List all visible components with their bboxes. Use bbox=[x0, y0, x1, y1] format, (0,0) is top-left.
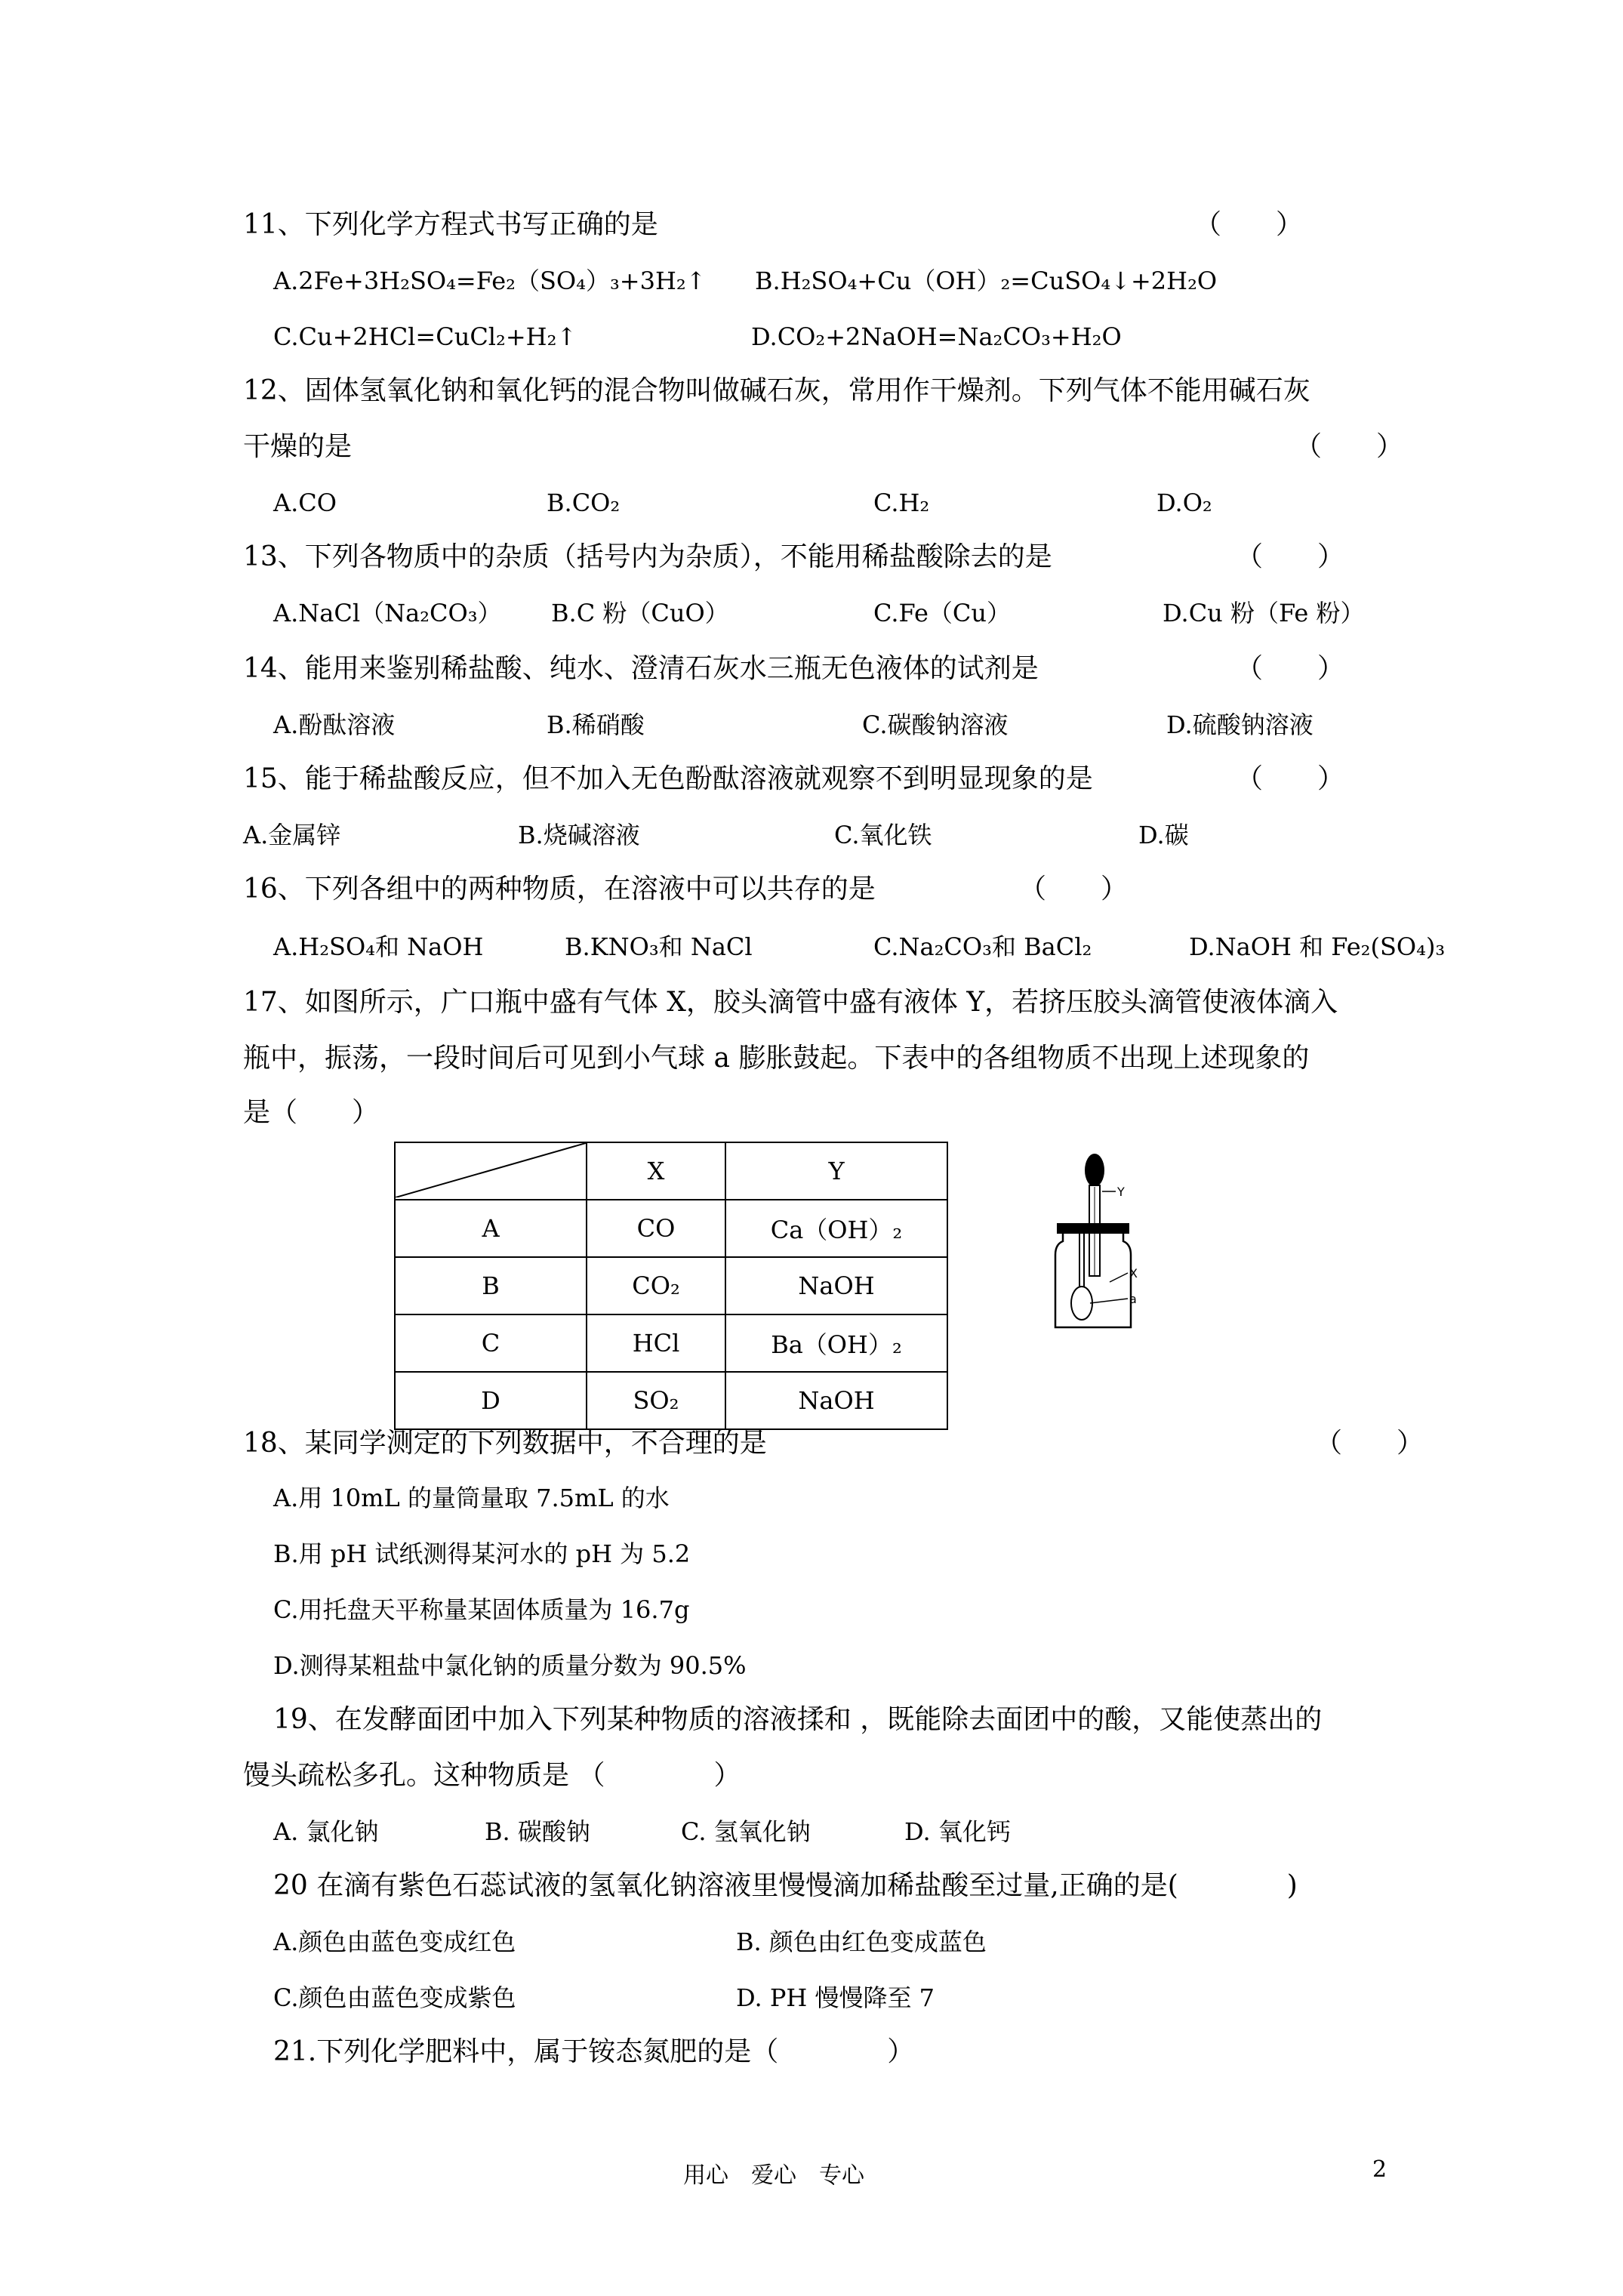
q16-stem: 16、下列各组中的两种物质，在溶液中可以共存的是 bbox=[243, 874, 876, 905]
table-header-x: X bbox=[587, 1142, 725, 1200]
table-cell: C bbox=[395, 1314, 587, 1372]
q18-option-c: C.用托盘天平称量某固体质量为 16.7g bbox=[273, 1595, 690, 1624]
q19-stem-cont: 馒头疏松多孔。这种物质是 （ ） bbox=[243, 1760, 741, 1791]
q13-answer-paren: （ ） bbox=[1236, 541, 1345, 572]
q11-option-c: C.Cu+2HCl=CuCl₂+H₂↑ bbox=[273, 322, 577, 351]
q16-option-a: A.H₂SO₄和 NaOH bbox=[273, 932, 484, 961]
table-cell: HCl bbox=[587, 1314, 725, 1372]
q19-stem: 19、在发酵面团中加入下列某种物质的溶液揉和 ，既能除去面团中的酸，又能使蒸出的 bbox=[273, 1704, 1323, 1735]
q14-stem: 14、能用来鉴别稀盐酸、纯水、澄清石灰水三瓶无色液体的试剂是 bbox=[243, 653, 1039, 684]
q19-option-a: A. 氯化钠 bbox=[273, 1817, 379, 1846]
q18-stem: 18、某同学测定的下列数据中，不合理的是 bbox=[243, 1428, 767, 1459]
q21-stem: 21.下列化学肥料中，属于铵态氮肥的是（ ） bbox=[273, 2036, 915, 2067]
q15-option-a: A.金属锌 bbox=[243, 821, 341, 849]
q16-option-d: D.NaOH 和 Fe₂(SO₄)₃ bbox=[1189, 932, 1446, 961]
q18-option-b: B.用 pH 试纸测得某河水的 pH 为 5.2 bbox=[273, 1539, 691, 1568]
table-header-row bbox=[395, 1142, 947, 1200]
table-row bbox=[395, 1257, 947, 1314]
q13-option-c: C.Fe（Cu） bbox=[873, 599, 1012, 627]
q13-option-d: D.Cu 粉（Fe 粉） bbox=[1163, 599, 1365, 627]
q20-option-a: A.颜色由蓝色变成红色 bbox=[273, 1928, 516, 1956]
table-cell: Ca（OH）₂ bbox=[725, 1200, 947, 1257]
diagram-label-y: Y bbox=[1117, 1185, 1125, 1199]
table-cell: CO₂ bbox=[587, 1257, 725, 1314]
q12-answer-paren: （ ） bbox=[1295, 431, 1404, 462]
q12-option-a: A.CO bbox=[273, 488, 337, 517]
q20-stem: 20 在滴有紫色石蕊试液的氢氧化钠溶液里慢慢滴加稀盐酸至过量,正确的是( ) bbox=[273, 1870, 1298, 1901]
q11-option-b: B.H₂SO₄+Cu（OH）₂=CuSO₄↓+2H₂O bbox=[755, 267, 1218, 295]
q18-option-a: A.用 10mL 的量筒量取 7.5mL 的水 bbox=[273, 1484, 670, 1512]
q18-answer-paren: （ ） bbox=[1315, 1428, 1424, 1459]
q20-option-d: D. PH 慢慢降至 7 bbox=[736, 1983, 935, 2012]
q14-option-a: A.酚酞溶液 bbox=[273, 710, 396, 739]
q11-answer-paren: （ ） bbox=[1194, 209, 1304, 240]
q14-answer-paren: （ ） bbox=[1236, 653, 1345, 684]
page-footer-motto: 用心 爱心 专心 bbox=[683, 2162, 864, 2189]
q15-option-d: D.碳 bbox=[1138, 821, 1189, 849]
table-row bbox=[395, 1314, 947, 1372]
q12-stem-cont: 干燥的是 bbox=[243, 431, 353, 462]
page-number: 2 bbox=[1372, 2156, 1387, 2183]
q14-option-c: C.碳酸钠溶液 bbox=[862, 710, 1009, 739]
q16-option-b: B.KNO₃和 NaCl bbox=[565, 932, 753, 961]
q17-stem-cont: 瓶中，振荡，一段时间后可见到小气球 a 膨胀鼓起。下表中的各组物质不出现上述现象的 bbox=[243, 1043, 1310, 1074]
q19-option-c: C. 氢氧化钠 bbox=[681, 1817, 811, 1846]
q17-stem: 17、如图所示，广口瓶中盛有气体 X，胶头滴管中盛有液体 Y，若挤压胶头滴管使液体滴入 bbox=[243, 987, 1338, 1018]
q12-stem: 12、固体氢氧化钠和氧化钙的混合物叫做碱石灰，常用作干燥剂。下列气体不能用碱石灰 bbox=[243, 375, 1310, 406]
q12-option-c: C.H₂ bbox=[873, 488, 930, 517]
q15-option-c: C.氧化铁 bbox=[834, 821, 932, 849]
table-cell: SO₂ bbox=[587, 1372, 725, 1429]
q18-option-d: D.测得某粗盐中氯化钠的质量分数为 90.5% bbox=[273, 1651, 747, 1680]
q19-option-d: D. 氧化钙 bbox=[904, 1817, 1011, 1846]
table-cell: Ba（OH）₂ bbox=[725, 1314, 947, 1372]
q13-stem: 13、下列各物质中的杂质（括号内为杂质），不能用稀盐酸除去的是 bbox=[243, 541, 1052, 572]
table-cell: NaOH bbox=[725, 1372, 947, 1429]
table-cell: NaOH bbox=[725, 1257, 947, 1314]
table-cell: D bbox=[395, 1372, 587, 1429]
q13-option-b: B.C 粉（CuO） bbox=[551, 599, 729, 627]
table-cell: A bbox=[395, 1200, 587, 1257]
q15-stem: 15、能于稀盐酸反应，但不加入无色酚酞溶液就观察不到明显现象的是 bbox=[243, 763, 1093, 794]
q12-option-d: D.O₂ bbox=[1156, 488, 1212, 517]
table-cell: CO bbox=[587, 1200, 725, 1257]
table-row bbox=[395, 1200, 947, 1257]
q11-option-a: A.2Fe+3H₂SO₄=Fe₂（SO₄）₃+3H₂↑ bbox=[273, 267, 707, 295]
q11-stem: 11、下列化学方程式书写正确的是 bbox=[243, 209, 658, 240]
q12-option-b: B.CO₂ bbox=[547, 488, 621, 517]
q17-stem-end: 是（ ） bbox=[243, 1097, 380, 1128]
q15-option-b: B.烧碱溶液 bbox=[518, 821, 640, 849]
q17-table bbox=[394, 1142, 948, 1430]
table-corner-cell bbox=[395, 1142, 587, 1200]
flask-dropper-diagram bbox=[1034, 1148, 1163, 1336]
table-row bbox=[395, 1372, 947, 1429]
table-header-y: Y bbox=[725, 1142, 947, 1200]
q16-option-c: C.Na₂CO₃和 BaCl₂ bbox=[873, 932, 1092, 961]
diagram-label-a: a bbox=[1129, 1292, 1137, 1306]
q20-option-b: B. 颜色由红色变成蓝色 bbox=[736, 1928, 987, 1956]
q11-option-d: D.CO₂+2NaOH=Na₂CO₃+H₂O bbox=[751, 322, 1122, 351]
q14-option-b: B.稀硝酸 bbox=[547, 710, 645, 739]
q16-answer-paren: （ ） bbox=[1019, 874, 1129, 905]
diagram-label-x: X bbox=[1129, 1266, 1138, 1281]
table-cell: B bbox=[395, 1257, 587, 1314]
diagonal-line bbox=[396, 1143, 586, 1197]
q19-option-b: B. 碳酸钠 bbox=[485, 1817, 590, 1846]
q14-option-d: D.硫酸钠溶液 bbox=[1166, 710, 1313, 739]
q20-option-c: C.颜色由蓝色变成紫色 bbox=[273, 1983, 516, 2012]
q13-option-a: A.NaCl（Na₂CO₃） bbox=[273, 599, 502, 627]
q15-answer-paren: （ ） bbox=[1236, 763, 1345, 794]
